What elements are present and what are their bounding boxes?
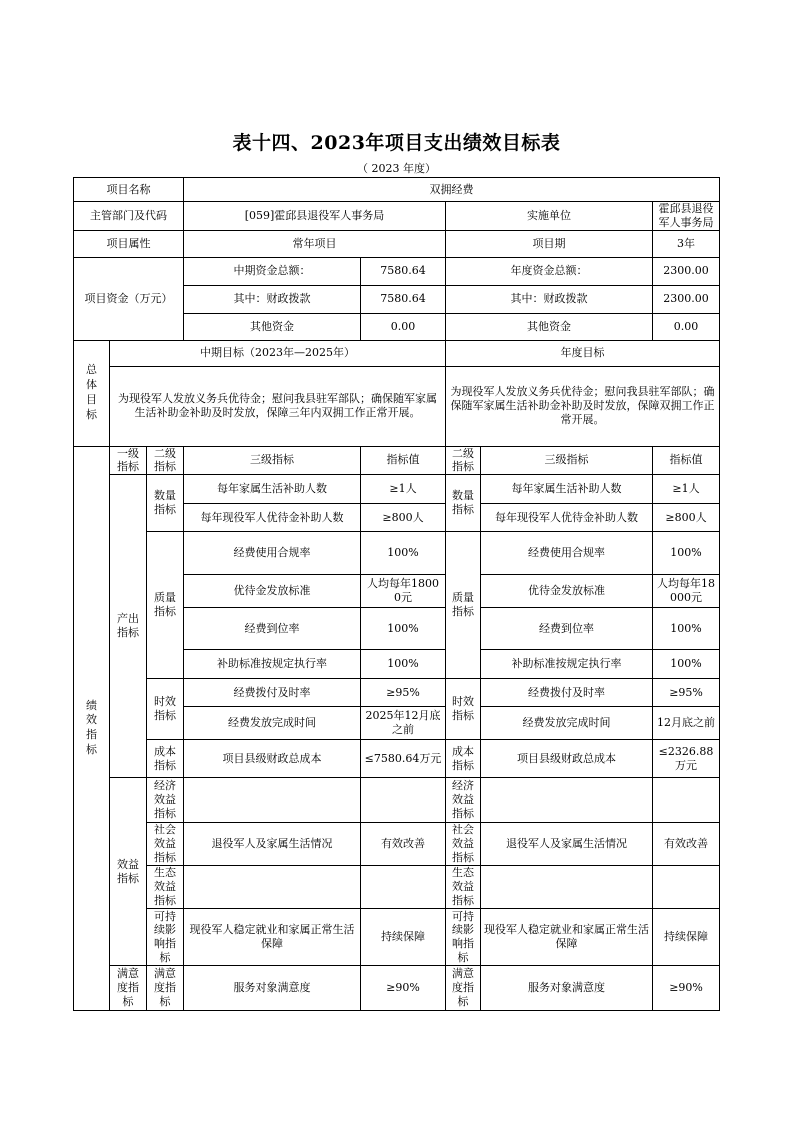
- year-goal-text: 为现役军人发放义务兵优待金；慰问我县驻军部队；确保随军家属生活补助金补助及时发放，保障双拥工作正常开展。: [446, 366, 720, 446]
- indicator-value-year: 12月底之前: [653, 707, 720, 740]
- mid-other-label: 其他资金: [184, 313, 361, 340]
- period-value: 3年: [653, 230, 720, 257]
- indicator-name-year: 经费到位率: [481, 608, 653, 650]
- satisfaction-sub-label: 满意度指标: [147, 966, 184, 1011]
- year-other-label: 其他资金: [446, 313, 653, 340]
- mid-goal-header: 中期目标（2023年—2025年）: [110, 340, 446, 366]
- indicator-name-year: 退役军人及家属生活情况: [481, 823, 653, 866]
- indicator-value: 2025年12月底之前: [361, 707, 446, 740]
- indicator-name: 经费发放完成时间: [184, 707, 361, 740]
- indicator-name: 经费拨付及时率: [184, 679, 361, 707]
- project-name-label: 项目名称: [74, 178, 184, 202]
- period-label: 项目期: [446, 230, 653, 257]
- indicator-name: [184, 866, 361, 909]
- indicator-value: 100%: [361, 650, 446, 679]
- performance-goal-table: [73, 177, 720, 1011]
- eco-benefit-label-year: 生态效益指标: [446, 866, 481, 909]
- mid-other-value: 0.00: [361, 313, 446, 340]
- indicator-value-year: ≥95%: [653, 679, 720, 707]
- mid-total-label: 中期资金总额：: [184, 257, 361, 285]
- indicator-value: ≤7580.64万元: [361, 740, 446, 778]
- indicator-name: 补助标准按规定执行率: [184, 650, 361, 679]
- indicator-value: 100%: [361, 608, 446, 650]
- sustain-benefit-label-year: 可持续影响指标: [446, 909, 481, 966]
- indicator-name-year: 经费发放完成时间: [481, 707, 653, 740]
- indicator-value: ≥95%: [361, 679, 446, 707]
- indicator-name-year: 项目县级财政总成本: [481, 740, 653, 778]
- indicator-value-year: 100%: [653, 608, 720, 650]
- satisfaction-sub-label-year: 满意度指标: [446, 966, 481, 1011]
- indicator-name: 每年现役军人优待金补助人数: [184, 504, 361, 532]
- mid-goal-text: 为现役军人发放义务兵优待金；慰问我县驻军部队；确保随军家属生活补助金补助及时发放，保障三年内双拥工作正常开展。: [110, 366, 446, 446]
- cost-indicator-label-year: 成本指标: [446, 740, 481, 778]
- indicator-value-year: ≥1人: [653, 475, 720, 504]
- indicator-name-year: [481, 778, 653, 823]
- page-title: 表十四、2023年项目支出绩效目标表: [232, 132, 561, 154]
- header-level3-year: 三级指标: [481, 446, 653, 475]
- indicator-value: [361, 778, 446, 823]
- indicator-name-year: 经费使用合规率: [481, 532, 653, 575]
- indicator-value: 持续保障: [361, 909, 446, 966]
- indicator-name-year: 补助标准按规定执行率: [481, 650, 653, 679]
- indicator-value-year: 有效改善: [653, 823, 720, 866]
- indicator-name: 经费到位率: [184, 608, 361, 650]
- indicator-name: 服务对象满意度: [184, 966, 361, 1011]
- attr-label: 项目属性: [74, 230, 184, 257]
- indicator-name-year: [481, 866, 653, 909]
- header-value: 指标值: [361, 446, 446, 475]
- mid-total-value: 7580.64: [361, 257, 446, 285]
- header-level1: 一级指标: [110, 446, 147, 475]
- year-goal-header: 年度目标: [446, 340, 720, 366]
- indicator-value-year: [653, 866, 720, 909]
- project-name-value: 双拥经费: [184, 178, 720, 202]
- header-value-year: 指标值: [653, 446, 720, 475]
- indicator-value-year: 100%: [653, 532, 720, 575]
- indicator-name: 经费使用合规率: [184, 532, 361, 575]
- overall-goal-label: 总体目标: [74, 340, 110, 446]
- header-level2: 二级指标: [147, 446, 184, 475]
- time-indicator-label: 时效指标: [147, 679, 184, 740]
- indicator-value: 有效改善: [361, 823, 446, 866]
- indicator-name-year: 每年家属生活补助人数: [481, 475, 653, 504]
- economic-benefit-label-year: 经济效益指标: [446, 778, 481, 823]
- indicator-name: 项目县级财政总成本: [184, 740, 361, 778]
- time-indicator-label-year: 时效指标: [446, 679, 481, 740]
- quality-indicator-label: 质量指标: [147, 532, 184, 679]
- indicator-value: 100%: [361, 532, 446, 575]
- indicator-name-year: 服务对象满意度: [481, 966, 653, 1011]
- indicator-value-year: 100%: [653, 650, 720, 679]
- year-fiscal-value: 2300.00: [653, 285, 720, 313]
- economic-benefit-label: 经济效益指标: [147, 778, 184, 823]
- indicator-name: [184, 778, 361, 823]
- dept-value: [059]霍邱县退役军人事务局: [184, 202, 446, 231]
- indicator-value-year: [653, 778, 720, 823]
- indicator-name-year: 经费拨付及时率: [481, 679, 653, 707]
- funds-label: 项目资金（万元）: [74, 257, 184, 340]
- quality-indicator-label-year: 质量指标: [446, 532, 481, 679]
- indicator-value: [361, 866, 446, 909]
- indicator-value: ≥90%: [361, 966, 446, 1011]
- sustain-benefit-label: 可持续影响指标: [147, 909, 184, 966]
- indicator-name-year: 每年现役军人优待金补助人数: [481, 504, 653, 532]
- indicator-value-year: 人均每年18000元: [653, 575, 720, 608]
- mid-fiscal-value: 7580.64: [361, 285, 446, 313]
- indicator-value-year: ≥90%: [653, 966, 720, 1011]
- year-fiscal-label: 其中：财政拨款: [446, 285, 653, 313]
- year-total-value: 2300.00: [653, 257, 720, 285]
- satisfaction-indicator-label: 满意度指标: [110, 966, 147, 1011]
- attr-value: 常年项目: [184, 230, 446, 257]
- eco-benefit-label: 生态效益指标: [147, 866, 184, 909]
- indicator-name: 退役军人及家属生活情况: [184, 823, 361, 866]
- quantity-indicator-label: 数量指标: [147, 475, 184, 532]
- indicator-name: 现役军人稳定就业和家属正常生活保障: [184, 909, 361, 966]
- indicator-value-year: 持续保障: [653, 909, 720, 966]
- indicator-value: 人均每年18000元: [361, 575, 446, 608]
- impl-unit-label: 实施单位: [446, 202, 653, 231]
- page-subtitle: （ 2023 年度）: [357, 162, 436, 175]
- header-level2-year: 二级指标: [446, 446, 481, 475]
- indicator-name: 每年家属生活补助人数: [184, 475, 361, 504]
- performance-indicator-label: 绩效指标: [74, 446, 110, 1011]
- output-indicator-label: 产出指标: [110, 475, 147, 778]
- indicator-value: ≥1人: [361, 475, 446, 504]
- indicator-value-year: ≥800人: [653, 504, 720, 532]
- year-total-label: 年度资金总额：: [446, 257, 653, 285]
- year-other-value: 0.00: [653, 313, 720, 340]
- quantity-indicator-label-year: 数量指标: [446, 475, 481, 532]
- header-level3: 三级指标: [184, 446, 361, 475]
- mid-fiscal-label: 其中：财政拨款: [184, 285, 361, 313]
- indicator-name: 优待金发放标准: [184, 575, 361, 608]
- social-benefit-label: 社会效益指标: [147, 823, 184, 866]
- indicator-value: ≥800人: [361, 504, 446, 532]
- impl-unit-value: 霍邱县退役军人事务局: [653, 202, 720, 231]
- dept-label: 主管部门及代码: [74, 202, 184, 231]
- cost-indicator-label: 成本指标: [147, 740, 184, 778]
- indicator-value-year: ≤2326.88万元: [653, 740, 720, 778]
- social-benefit-label-year: 社会效益指标: [446, 823, 481, 866]
- benefit-indicator-label: 效益指标: [110, 778, 147, 966]
- indicator-name-year: 优待金发放标准: [481, 575, 653, 608]
- indicator-name-year: 现役军人稳定就业和家属正常生活保障: [481, 909, 653, 966]
